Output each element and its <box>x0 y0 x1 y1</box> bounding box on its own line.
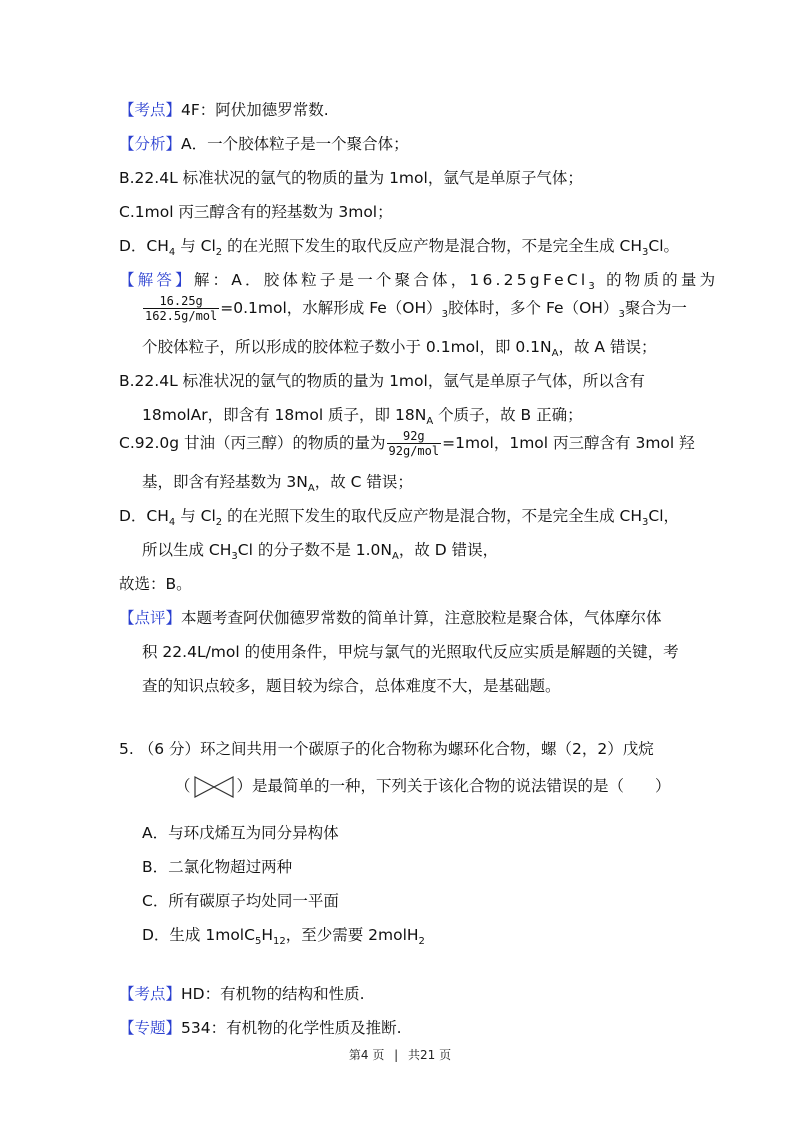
text-span: 18molAr，即含有 18mol 质子，即 18N <box>142 406 427 424</box>
text-span: Cl 的分子数不是 1.0N <box>237 541 393 559</box>
subscript: 4 <box>168 247 176 259</box>
analysis-d <box>119 235 679 264</box>
fraction-numerator: 16.25g <box>143 294 219 309</box>
text-span: 胶体时，多个 Fe（OH） <box>448 299 619 317</box>
spiropentane-structure-icon <box>193 775 235 799</box>
text-span: C.92.0g 甘油（丙三醇）的物质的量为 <box>119 434 386 452</box>
jieda-line-3 <box>142 336 656 365</box>
subscript: 12 <box>272 936 286 948</box>
fraction-glycerol <box>387 429 442 458</box>
kaodian-line <box>119 99 329 121</box>
subscript: 3 <box>642 247 649 259</box>
kaodian-tag: 【考点】 <box>119 101 182 119</box>
text-span: 534：有机物的化学性质及推断. <box>181 1019 402 1037</box>
subscript: 2 <box>215 517 223 529</box>
subscript: 3 <box>588 281 598 293</box>
subscript: A <box>551 348 559 360</box>
text-span: Cl， <box>648 507 680 525</box>
text-span: ，至少需要 2molH <box>285 926 419 944</box>
kaodian-text: 4F：阿伏加德罗常数. <box>181 101 329 119</box>
jieda-d-2 <box>142 539 498 568</box>
answer-line: 故选：B。 <box>119 575 192 593</box>
analysis-b: B.22.4L 标准状况的氩气的物质的量为 1mol，氩气是单原子气体； <box>119 169 583 187</box>
option-a: A．与环戊烯互为同分异构体 <box>142 824 339 842</box>
text-span: 解：A．胶体粒子是一个聚合体，16.25gFeCl <box>193 271 589 289</box>
subscript: 3 <box>642 517 649 529</box>
text-span: 与 Cl <box>175 507 216 525</box>
footer-separator: | <box>394 1048 399 1062</box>
text-span: 基，即含有羟基数为 3N <box>142 473 308 491</box>
dianping-tag: 【点评】 <box>119 609 182 627</box>
jieda-line-2 <box>142 294 687 329</box>
text-span: 的物质的量为 <box>597 271 719 289</box>
zhuanti-tag: 【专题】 <box>119 1019 182 1037</box>
question-5-stem-1: 5. （6 分）环之间共用一个碳原子的化合物称为螺环化合物，螺（2，2）戊烷 <box>119 740 654 758</box>
dianping-line-3: 查的知识点较多，题目较为综合，总体难度不大，是基础题。 <box>142 677 561 695</box>
subscript: A <box>392 551 399 563</box>
text-span: ，故 C 错误； <box>314 473 413 491</box>
text-span: Cl。 <box>648 237 680 255</box>
subscript: 4 <box>168 517 176 529</box>
option-c: C．所有碳原子均处同一平面 <box>142 892 339 910</box>
text-span: 的在光照下发生的取代反应产物是混合物，不是完全生成 CH <box>222 237 642 255</box>
dianping-line-2: 积 22.4L/mol 的使用条件，甲烷与氯气的光照取代反应实质是解题的关键，考 <box>142 643 679 661</box>
fraction-fecl3 <box>143 294 219 323</box>
text-span: ）是最简单的一种，下列关于该化合物的说法错误的是（ ） <box>236 777 671 795</box>
jieda-d-1 <box>119 505 679 534</box>
fraction-denominator: 162.5g/mol <box>145 309 218 323</box>
text-span: ，故 D 错误， <box>398 541 499 559</box>
dianping-line-1 <box>119 607 662 629</box>
jieda-b-1: B.22.4L 标准状况的氩气的物质的量为 1mol，氩气是单原子气体，所以含有 <box>119 372 645 390</box>
fenxi-text: A．一个胶体粒子是一个聚合体； <box>181 135 409 153</box>
text-span: D．CH <box>119 237 169 255</box>
analysis-c: C.1mol 丙三醇含有的羟基数为 3mol； <box>119 203 393 221</box>
text-span: 与 Cl <box>175 237 216 255</box>
jieda-tag: 【解答】 <box>119 271 194 289</box>
text-span: 聚合为一 <box>624 299 687 317</box>
q5-zhuanti-line <box>119 1017 402 1039</box>
subscript: A <box>426 416 434 428</box>
jieda-c-1 <box>119 429 695 458</box>
subscript: 2 <box>418 936 425 948</box>
fenxi-line <box>119 133 409 155</box>
subscript: A <box>307 483 315 495</box>
text-span: =1mol，1mol 丙三醇含有 3mol 羟 <box>442 434 695 452</box>
subscript: 3 <box>441 309 449 321</box>
text-span: 个胶体粒子，所以形成的胶体粒子数小于 0.1mol，即 0.1N <box>142 338 552 356</box>
text-span: HD：有机物的结构和性质. <box>181 985 365 1003</box>
question-5-stem-2 <box>175 773 671 799</box>
text-span: ，故 A 错误； <box>558 338 657 356</box>
text-span: 本题考查阿伏伽德罗常数的简单计算，注意胶粒是聚合体，气体摩尔体 <box>181 609 662 627</box>
fraction-numerator: 92g <box>387 429 442 444</box>
fraction-denominator: 92g/mol <box>388 444 440 458</box>
subscript: 5 <box>254 936 262 948</box>
page-number: 第4 页 <box>348 1048 385 1062</box>
kaodian-tag: 【考点】 <box>119 985 182 1003</box>
option-d <box>142 924 425 953</box>
text-span: 的在光照下发生的取代反应产物是混合物，不是完全生成 CH <box>222 507 642 525</box>
text-span: （ <box>175 777 191 795</box>
fenxi-tag: 【分析】 <box>119 135 182 153</box>
text-span: =0.1mol，水解形成 Fe（OH） <box>220 299 442 317</box>
jieda-c-2 <box>142 471 413 500</box>
text-span: 个质子，故 B 正确； <box>433 406 583 424</box>
subscript: 3 <box>618 309 625 321</box>
text-span: D．CH <box>119 507 169 525</box>
text-span: H <box>261 926 273 944</box>
text-span: 所以生成 CH <box>142 541 232 559</box>
subscript: 3 <box>231 551 238 563</box>
text-span: D．生成 1molC <box>142 926 255 944</box>
total-pages: 共21 页 <box>408 1048 452 1062</box>
q5-kaodian-line <box>119 983 365 1005</box>
page-footer <box>0 1046 800 1063</box>
subscript: 2 <box>215 247 223 259</box>
option-b: B．二氯化物超过两种 <box>142 858 293 876</box>
